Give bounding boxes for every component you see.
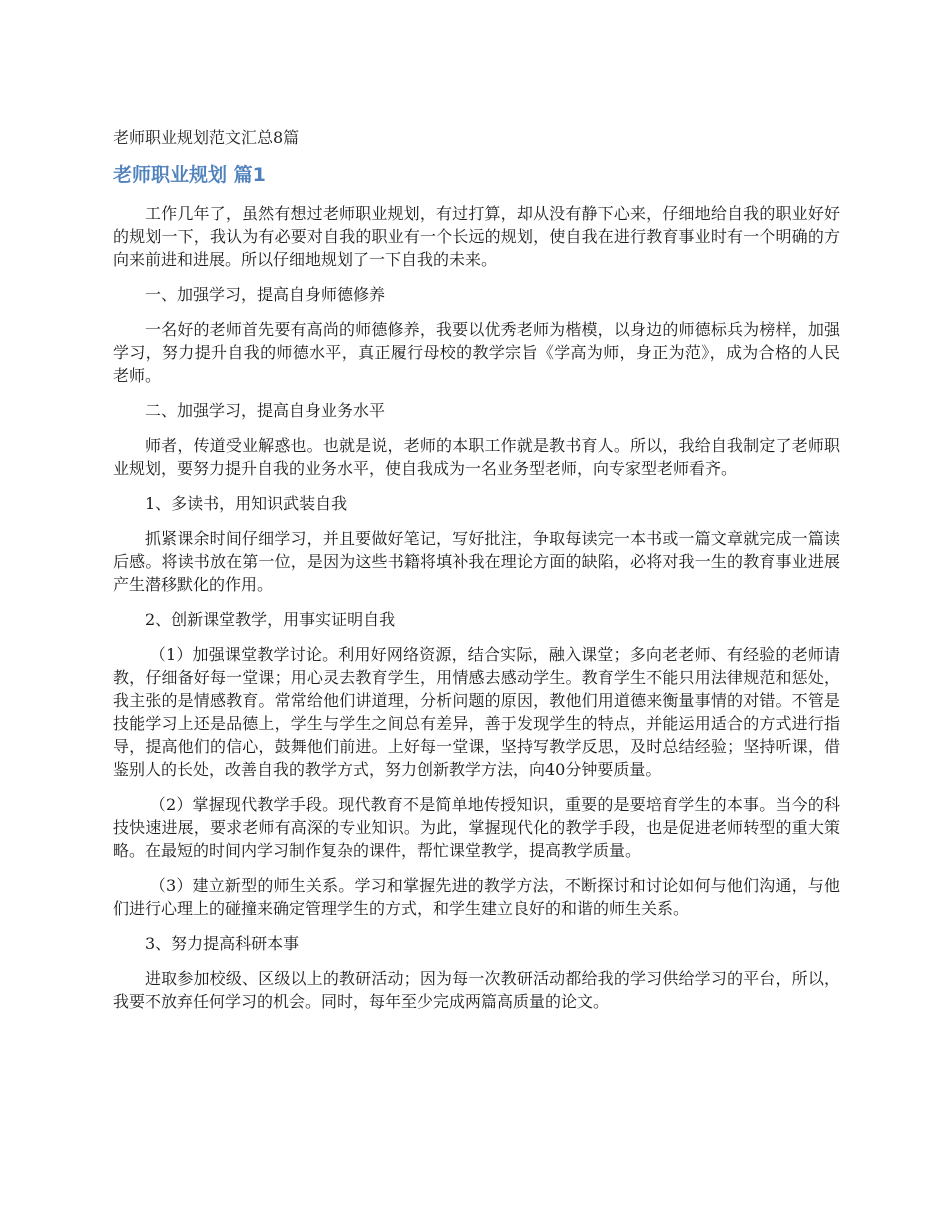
heading-research: 3、努力提高科研本事 bbox=[145, 934, 300, 953]
heading-professional: 二、加强学习，提高自身业务水平 bbox=[145, 401, 386, 420]
innovation-item-2: （2）掌握现代教学手段。现代教育不是简单地传授知识，重要的是要培育学生的本事。当今的科技快速进展，要求老师有高深的专业知识。为此，掌握现代化的教学手段，也是促进老师转型的重大策略。在最短的时间内学习制作复杂的课件，帮忙课堂教学，提高教学质量。 bbox=[113, 795, 840, 860]
heading-reading: 1、多读书，用知识武装自我 bbox=[145, 494, 348, 513]
innovation-item-1: （1）加强课堂教学讨论。利用好网络资源，结合实际，融入课堂；多向老老师、有经验的老师请教，仔细备好每一堂课；用心灵去教育学生，用情感去感动学生。教育学生不能只用法律规范和惩处，我主张的是情感教育。常常给他们讲道理，分析问题的原因，教他们用道德来衡量事情的对错。不管是技能学习上还是品德上，学生与学生之间总有差异，善于发现学生的特点，并能运用适合的方式进行指导，提高他们的信心，鼓舞他们前进。上好每一堂课，坚持写教学反思，及时总结经验；坚持听课，借鉴别人的长处，改善自我的教学方式，努力创新教学方法，向40分钟要质量。 bbox=[113, 645, 840, 779]
heading-ethics: 一、加强学习，提高自身师德修养 bbox=[145, 285, 386, 304]
document-title: 老师职业规划范文汇总8篇 bbox=[113, 128, 300, 147]
intro-paragraph: 工作几年了，虽然有想过老师职业规划，有过打算，却从没有静下心来，仔细地给自我的职业好好的规划一下，我认为有必要对自我的职业有一个长远的规划，使自我在进行教育事业时有一个明确的方向来前进和进展。所以仔细地规划了一下自我的未来。 bbox=[113, 204, 840, 269]
research-paragraph: 进取参加校级、区级以上的教研活动；因为每一次教研活动都给我的学习供给学习的平台，所以，我要不放弃任何学习的机会。同时，每年至少完成两篇高质量的论文。 bbox=[113, 969, 840, 1011]
document-page bbox=[113, 126, 840, 1025]
professional-paragraph: 师者，传道受业解惑也。也就是说，老师的本职工作就是教书育人。所以，我给自我制定了老师职业规划，要努力提升自我的业务水平，使自我成为一名业务型老师，向专家型老师看齐。 bbox=[113, 436, 840, 478]
section-title: 老师职业规划 篇1 bbox=[113, 164, 266, 186]
heading-innovation: 2、创新课堂教学，用事实证明自我 bbox=[145, 610, 396, 629]
ethics-paragraph: 一名好的老师首先要有高尚的师德修养，我要以优秀老师为楷模，以身边的师德标兵为榜样，加强学习，努力提升自我的师德水平，真正履行母校的教学宗旨《学高为师，身正为范》，成为合格的人民老师。 bbox=[113, 320, 840, 385]
reading-paragraph: 抓紧课余时间仔细学习，并且要做好笔记，写好批注，争取每读完一本书或一篇文章就完成一篇读后感。将读书放在第一位，是因为这些书籍将填补我在理论方面的缺陷，必将对我一生的教育事业进展产生潜移默化的作用。 bbox=[113, 529, 840, 594]
innovation-item-3: （3）建立新型的师生关系。学习和掌握先进的教学方法，不断探讨和讨论如何与他们沟通，与他们进行心理上的碰撞来确定管理学生的方式，和学生建立良好的和谐的师生关系。 bbox=[113, 876, 840, 918]
